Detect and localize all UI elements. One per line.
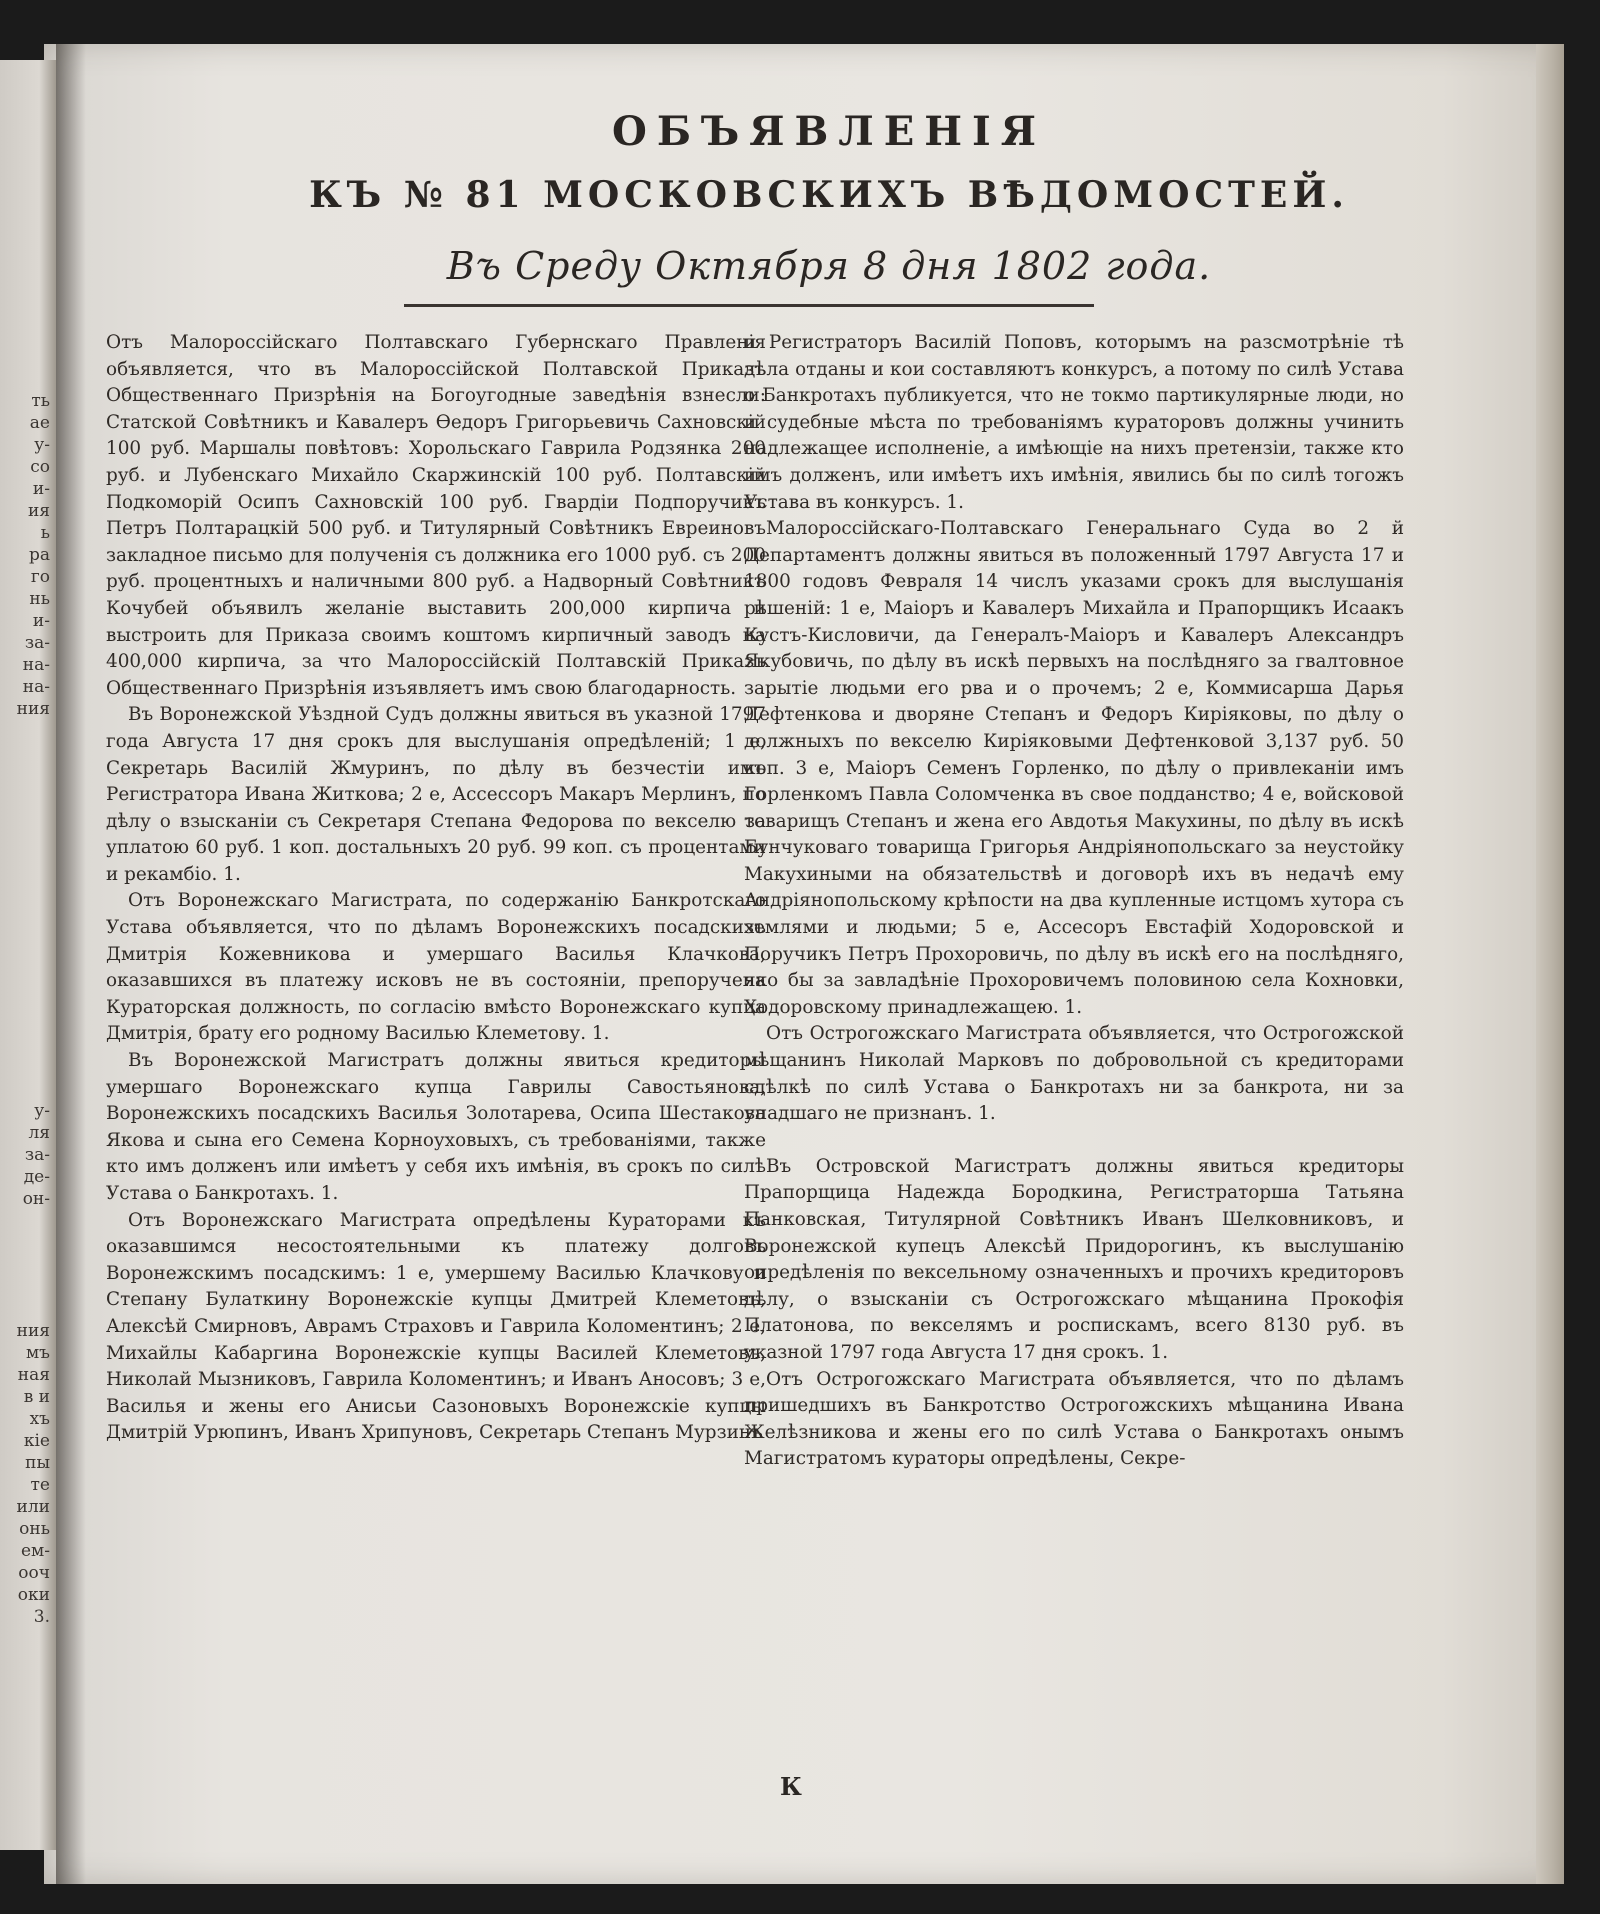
page-edge (1536, 44, 1564, 1884)
masthead-subtitle: КЪ № 81 МОСКОВСКИХЪ ВѢДОМОСТЕЙ. (309, 174, 1349, 216)
announcement-paragraph: Отъ Воронежскаго Магистрата, по содержанію Банкротскаго Устава объявляется, что по дѣламъ Воронежскихъ посадскихъ Дмитрія Кожевникова и умершаго Василья Клачкова, оказавшихся въ платежу исковъ не въ состояніи, препоручена Кураторская должность, по согласію вмѣсто Воронежскаго купца Дмитрія, брату его родному Василью Клеметову. 1. (106, 890, 766, 1045)
previous-page-fragment: у- ля за- де- он- (22, 1101, 50, 1209)
announcement-paragraph: Малороссійскаго-Полтавскаго Генеральнаго Суда во 2 й Департаментъ должны явиться въ положенный 1797 Августа 17 и 1800 годовъ Февраля 14 числъ указами срокъ для выслушанія рѣшеній: 1 е, Маіоръ и Кавалеръ Михайла и Прапорщикъ Исаакъ Кустъ-Кисловичи, да Генералъ-Маіоръ и Кавалеръ Александръ Якубовичь, по дѣлу въ искѣ первыхъ на послѣдняго за гвалтовное зарытіе людьми его рва и о прочемъ; 2 е, Коммисарша Дарья Дефтенкова и дворяне Степанъ и Федоръ Киріяковы, по дѣлу о должныхъ по векселю Киріяковыми Дефтенковой 3,137 руб. 50 коп. 3 е, Маіоръ Семенъ Горленко, по дѣлу о привлеканіи имъ Горленкомъ Павла Соломченка въ свое подданство; 4 е, войсковой товарищъ Степанъ и жена его Авдотья Макухины, по дѣлу въ искѣ Бунчуковаго товарища Григорья Андріянопольскаго за неустойку Макухиными на обязательствѣ и договорѣ ихъ въ недачѣ ему Андріянопольскому крѣпости на два купленные истцомъ хутора съ землями и людьми; 5 е, Ассесоръ Евстафій Ходоровской и Поручикъ Петръ Прохоровичь, по дѣлу въ искѣ его на послѣдняго, яко бы за завладѣніе Прохоровичемъ половиною села Кохновки, Ходоровскому принадлежащею. 1. (744, 518, 1404, 1018)
masthead-title: ОБЪЯВЛЕНІЯ (611, 108, 1046, 155)
announcement-paragraph: Отъ Малороссійскаго Полтавскаго Губернскаго Правленія объявляется, что въ Малороссійской Полтавской Приказъ Общественнаго Призрѣнія на Богоугодные заведѣнія взнесли: Статской Совѣтникъ и Кавалеръ Ѳедоръ Григорьевичь Сахновскій 100 руб. Маршалы повѣтовъ: Хорольскаго Гаврила Родзянка 200 руб. и Лубенскаго Михайло Скаржинскій 100 руб. Полтавскій Подкоморій Осипъ Сахновскій 100 руб. Гвардіи Подпоручикъ Петръ Полтарацкій 500 руб. и Титулярный Совѣтникъ Евреиновъ закладное письмо для полученія съ должника его 1000 руб. съ 200 руб. процентныхъ и наличными 800 руб. а Надворный Совѣтникъ Кочубей объявилъ желаніе выставить 200,000 кирпича и выстроить для Приказа своимъ коштомъ кирпичный заводъ на 400,000 кирпича, за что Малороссійскій Полтавскій Приказъ Общественнаго Призрѣнія изъявляетъ имъ свою благодарность. (106, 332, 766, 699)
announcement-paragraph: Отъ Острогожскаго Магистрата объявляется, что Острогожской мѣщанинъ Николай Марковъ по добровольной съ кредиторами сдѣлкѣ по силѣ Устава о Банкротахъ ни за банкрота, ни за упадшаго не признанъ. 1. (744, 1023, 1404, 1125)
announcement-paragraph: Въ Островской Магистратъ должны явиться кредиторы Прапорщица Надежда Бородкина, Регистраторша Татьяна Панковская, Титулярной Совѣтникъ Иванъ Шелковниковъ, и Воронежской купецъ Алексѣй Придорогинъ, къ выслушанію опредѣленія по вексельному означенныхъ и прочихъ кредиторовъ дѣлу, о взысканіи съ Острогожскаго мѣщанина Прокофія Платонова, по векселямъ и роспискамъ, всего 8130 руб. въ указной 1797 года Августа 17 дня срокъ. 1. (744, 1155, 1404, 1363)
newspaper-page (44, 44, 1564, 1884)
left-column (106, 330, 766, 1447)
right-column (744, 330, 1404, 1473)
previous-page-fragment: ть ае у- со и- ия ь ра го нь и- за- на- на- ния (16, 391, 50, 719)
masthead-rule (404, 304, 1094, 307)
announcement-paragraph: Въ Воронежской Магистратъ должны явиться кредиторы умершаго Воронежскаго купца Гаврилы Савостьянова, Воронежскихъ посадскихъ Василья Золотарева, Осипа Шестакова Якова и сына его Семена Корноуховыхъ, съ требованіями, также кто имъ долженъ или имѣетъ у себя ихъ имѣнія, въ срокъ по силѣ Устава о Банкротахъ. 1. (106, 1050, 766, 1204)
announcement-paragraph: Въ Воронежской Уѣздной Судъ должны явиться въ указной 1797 года Августа 17 дня срокъ для выслушанія опредѣленій; 1 е, Секретарь Василій Жмуринъ, по дѣлу въ безчестіи имъ Регистратора Ивана Житкова; 2 е, Ассессоръ Макаръ Мерлинъ, по дѣлу о взысканіи съ Секретаря Степана Федорова по векселю за уплатою 60 руб. 1 коп. достальныхъ 20 руб. 99 коп. съ процентами и рекамбіо. 1. (106, 704, 766, 885)
announcement-paragraph: Отъ Воронежскаго Магистрата опредѣлены Кураторами къ оказавшимся несостоятельными къ платежу долговъ Воронежскимъ посадскимъ: 1 е, умершему Василью Клачкову и Степану Булаткину Воронежскіе купцы Дмитрей Клеметовъ, Алексѣй Смирновъ, Аврамъ Страховъ и Гаврила Коломентинъ; 2 е, Михайлы Кабаргина Воронежскіе купцы Василей Клеметовъ, Николай Мызниковъ, Гаврила Коломентинъ; и Иванъ Аносовъ; 3 е, Василья и жены его Анисьи Сазоновыхъ Воронежскіе купцы Дмитрій Урюпинъ, Иванъ Хрипуновъ, Секретарь Степанъ Мурзинъ (106, 1209, 766, 1444)
announcement-paragraph: Отъ Острогожскаго Магистрата объявляется, что по дѣламъ пришедшихъ въ Банкротство Острогожскихъ мѣщанина Ивана Желѣзникова и жены его по силѣ Устава о Банкротахъ онымъ Магистратомъ кураторы опредѣлены, Секре- (744, 1368, 1404, 1470)
announcement-paragraph: и Регистраторъ Василій Поповъ, которымъ на разсмотрѣніе тѣ дѣла отданы и кои составляютъ конкурсъ, а потому по силѣ Устава о Банкротахъ публикуется, что не токмо партикулярные люди, но и судебные мѣста по требованіямъ кураторовъ должны учинить надлежащее исполненіе, а имѣющіе на нихъ претензіи, также кто имъ долженъ, или имѣетъ ихъ имѣнія, явились бы по силѣ тогожъ Устава въ конкурсъ. 1. (744, 332, 1404, 513)
previous-page-edge (0, 60, 56, 1850)
catchword: К (780, 1772, 802, 1801)
gutter-shadow (56, 44, 86, 1884)
masthead-date: Въ Среду Октября 8 дня 1802 года. (446, 244, 1212, 288)
previous-page-fragment: ния мъ ная в и хъ кіе пы те или онь ем- ооч оки 3. (16, 1321, 50, 1627)
